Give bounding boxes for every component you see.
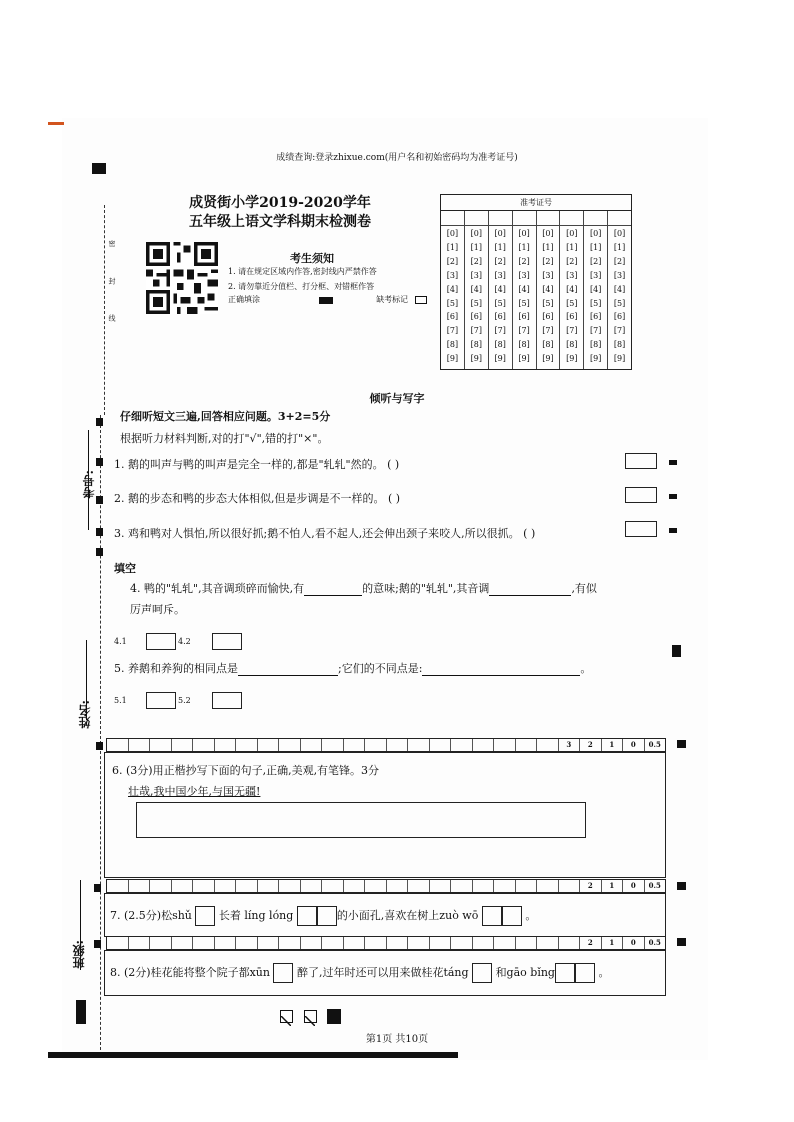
score-grid-cell <box>365 937 387 949</box>
q8-box-1[interactable] <box>273 963 293 983</box>
score-grid-cell <box>172 937 194 949</box>
score-grid-cell <box>301 739 323 751</box>
score-grid-cell <box>150 937 172 949</box>
question-8 <box>110 963 609 983</box>
id-digit-bubble[interactable]: [7] <box>470 326 482 336</box>
score-grid-cell <box>408 739 430 751</box>
id-digit-bubble[interactable]: [6] <box>470 312 482 322</box>
q8-text-b: 醉了,过年时还可以用来做桂花táng <box>296 966 469 979</box>
class-label: 班级: <box>72 940 86 969</box>
score-grid-cell <box>301 880 323 892</box>
q7-box-2[interactable] <box>297 906 317 926</box>
q5-blank-2[interactable] <box>422 664 580 676</box>
score-grid-cell <box>451 739 473 751</box>
id-digit-bubble[interactable]: [8] <box>590 340 602 350</box>
score-bar-q6 <box>106 738 666 752</box>
q3-answer-box[interactable] <box>625 521 657 537</box>
correct-fill-label: 正确填涂 <box>228 295 260 304</box>
id-digit-bubble[interactable]: [9] <box>470 354 482 364</box>
score-grid-cell <box>537 880 559 892</box>
score-grid-cell <box>473 937 495 949</box>
id-digit-bubble[interactable]: [1] <box>446 242 459 252</box>
question-7 <box>110 906 536 926</box>
q7-box-3[interactable] <box>317 906 337 926</box>
id-digit-bubble[interactable]: [6] <box>446 312 459 322</box>
id-digit-bubble[interactable]: [3] <box>494 270 506 280</box>
id-digit-write-cell[interactable] <box>608 211 631 225</box>
candidate-id-write-row <box>441 211 631 226</box>
q8-box-2[interactable] <box>472 963 492 983</box>
fill-heading: 填空 <box>114 562 136 575</box>
score-box-5-1[interactable] <box>146 692 176 709</box>
id-digit-write-cell[interactable] <box>489 211 513 225</box>
id-digit-bubble[interactable]: [2] <box>446 256 459 266</box>
score-grid-cell <box>193 739 215 751</box>
id-digit-bubble[interactable]: [9] <box>494 354 506 364</box>
page-number: 第1页 共10页 <box>365 1034 429 1045</box>
id-digit-write-cell[interactable] <box>560 211 584 225</box>
score-grid-cell <box>473 880 495 892</box>
q6-prompt: 6. (3分)用正楷抄写下面的句子,正确,美观,有笔锋。3分 <box>112 764 380 777</box>
q4-blank-1[interactable] <box>304 584 362 596</box>
correct-fill-sample <box>319 297 333 304</box>
page-mark-slash-icon <box>280 1010 293 1023</box>
id-digit-bubble[interactable]: [1] <box>494 242 506 252</box>
section-title: 倾听与写字 <box>369 392 425 405</box>
id-digit-bubble[interactable]: [5] <box>518 298 530 308</box>
id-digit-bubble[interactable]: [0] <box>446 229 459 238</box>
score-grid-cell <box>494 739 516 751</box>
score-grid-cell <box>322 880 344 892</box>
q4-text-c: ,有似 <box>571 582 597 595</box>
timing-mark <box>92 163 106 174</box>
timing-mark <box>96 742 103 750</box>
id-digit-column <box>608 226 631 369</box>
score-option[interactable]: 2 <box>580 880 602 892</box>
q1-mark <box>669 460 677 465</box>
score-grid-cell <box>279 937 301 949</box>
score-grid-cell <box>537 739 559 751</box>
id-digit-bubble[interactable]: [4] <box>542 284 554 294</box>
candidate-id-bubbles <box>441 226 631 369</box>
id-digit-bubble[interactable]: [1] <box>470 242 482 252</box>
id-digit-bubble[interactable]: [3] <box>590 270 602 280</box>
id-digit-bubble[interactable]: [1] <box>613 242 626 252</box>
score-bar-q7 <box>106 879 666 893</box>
q5-text-c: 。 <box>580 662 592 675</box>
bottom-edge-bar <box>48 1052 458 1058</box>
id-digit-bubble[interactable]: [9] <box>613 354 626 364</box>
id-digit-bubble[interactable]: [5] <box>470 298 482 308</box>
label-5-1: 5.1 <box>114 696 127 705</box>
id-digit-bubble[interactable]: [7] <box>566 326 578 336</box>
score-grid-cell <box>258 880 280 892</box>
score-option[interactable]: 0.5 <box>648 938 661 947</box>
page-mark-slash-icon <box>304 1010 317 1023</box>
score-bar-q8 <box>106 936 666 950</box>
id-digit-bubble[interactable]: [2] <box>613 256 626 266</box>
question-4 <box>130 580 597 596</box>
id-digit-bubble[interactable]: [3] <box>566 270 578 280</box>
score-grid-cell <box>365 739 387 751</box>
q8-box-4[interactable] <box>575 963 595 983</box>
score-grid-cell <box>537 937 559 949</box>
id-digit-bubble[interactable]: [7] <box>590 326 602 336</box>
id-digit-column <box>489 226 513 369</box>
q1-answer-box[interactable] <box>625 453 657 469</box>
q8-text-a: 8. (2分)桂花能将整个院子都xūn <box>110 966 270 979</box>
id-digit-bubble[interactable]: [7] <box>494 326 506 336</box>
score-grid-cell <box>387 880 409 892</box>
q5-text-b: ;它们的不同点是: <box>338 662 423 675</box>
q2-answer-box[interactable] <box>625 487 657 503</box>
listening-instruction: 仔细听短文三遍,回答相应问题。3+2=5分 <box>120 410 331 423</box>
id-digit-bubble[interactable]: [0] <box>590 229 602 238</box>
name-label: 姓名: <box>78 700 92 729</box>
score-box-4-1[interactable] <box>146 633 176 650</box>
score-grid-cell <box>258 937 280 949</box>
id-digit-bubble[interactable]: [2] <box>566 256 578 266</box>
id-digit-write-cell[interactable] <box>584 211 608 225</box>
missing-mark-label: 缺考标记 <box>376 295 409 304</box>
score-box-4-2[interactable] <box>212 633 242 650</box>
candidate-id-title: 准考证号 <box>441 195 631 211</box>
id-digit-bubble[interactable]: [2] <box>518 256 530 266</box>
fill-legend <box>228 294 427 305</box>
q3-mark <box>669 528 677 533</box>
id-digit-bubble[interactable]: [3] <box>518 270 530 280</box>
score-grid-cell <box>451 937 473 949</box>
score-grid-cell <box>193 937 215 949</box>
id-digit-bubble[interactable]: [5] <box>566 298 578 308</box>
id-digit-bubble[interactable]: [4] <box>446 284 459 294</box>
instruction-item: 2. 请勿靠近分值栏、打分框、对错框作答 <box>228 282 375 291</box>
score-query-notice: 成绩查询:登录zhixue.com(用户名和初始密码均为准考证号) <box>276 153 518 163</box>
missing-mark-checkbox[interactable] <box>415 296 427 304</box>
q4-blank-2[interactable] <box>489 584 571 596</box>
id-digit-bubble[interactable]: [1] <box>590 242 602 252</box>
score-grid-cell <box>387 937 409 949</box>
q5-text-a: 5. 养鹅和养狗的相同点是 <box>114 662 238 675</box>
score-grid-cell <box>344 937 366 949</box>
score-option[interactable]: 1 <box>602 937 624 949</box>
score-option[interactable]: 0 <box>623 739 645 751</box>
score-grid-cell <box>365 880 387 892</box>
score-grid-cell <box>473 739 495 751</box>
label-4-2: 4.2 <box>178 637 191 646</box>
score-grid-cell <box>172 880 194 892</box>
id-digit-write-cell[interactable] <box>441 211 465 225</box>
score-grid-cell <box>150 739 172 751</box>
q7-text-b: 长着 líng lóng <box>218 909 294 922</box>
score-grid-cell <box>172 739 194 751</box>
timing-mark <box>677 882 686 890</box>
id-digit-bubble[interactable]: [5] <box>494 298 506 308</box>
id-digit-bubble[interactable]: [8] <box>613 340 626 350</box>
score-option[interactable]: 1 <box>602 880 624 892</box>
id-digit-bubble[interactable]: [9] <box>446 354 459 364</box>
timing-mark <box>96 496 103 504</box>
id-digit-bubble[interactable]: [4] <box>470 284 482 294</box>
id-digit-bubble[interactable]: [5] <box>542 298 554 308</box>
score-grid-cell <box>559 880 581 892</box>
id-digit-bubble[interactable]: [1] <box>566 242 578 252</box>
score-grid-cell <box>193 880 215 892</box>
score-grid-cell <box>129 880 151 892</box>
score-grid-cell <box>516 739 538 751</box>
score-grid-cell <box>258 739 280 751</box>
q8-text-d: 。 <box>598 966 610 979</box>
score-grid-cell <box>430 880 452 892</box>
id-digit-bubble[interactable]: [6] <box>494 312 506 322</box>
q4-text-a: 4. 鸭的"轧轧",其音调琐碎而愉快,有 <box>130 582 305 595</box>
id-digit-bubble[interactable]: [4] <box>590 284 602 294</box>
q2-mark <box>669 494 677 499</box>
score-grid-cell <box>408 880 430 892</box>
score-grid-cell <box>279 880 301 892</box>
score-grid-cell <box>408 937 430 949</box>
id-digit-bubble[interactable]: [6] <box>542 312 554 322</box>
class-line <box>80 880 81 970</box>
id-digit-bubble[interactable]: [7] <box>446 326 459 336</box>
id-digit-bubble[interactable]: [0] <box>470 229 482 238</box>
timing-mark <box>94 884 101 892</box>
q7-text-a: 7. (2.5分)松shǔ <box>110 909 192 922</box>
id-digit-bubble[interactable]: [2] <box>470 256 482 266</box>
id-digit-bubble[interactable]: [4] <box>566 284 578 294</box>
page-mark-solid <box>327 1009 341 1024</box>
id-digit-column <box>465 226 489 369</box>
score-option[interactable]: 0 <box>623 880 645 892</box>
id-digit-column <box>584 226 608 369</box>
score-grid-cell <box>344 880 366 892</box>
score-grid-cell <box>451 880 473 892</box>
id-digit-bubble[interactable]: [8] <box>470 340 482 350</box>
id-digit-column <box>513 226 537 369</box>
candidate-id-grid <box>440 194 632 370</box>
id-digit-bubble[interactable]: [3] <box>613 270 626 280</box>
q6-writing-box[interactable] <box>136 802 586 838</box>
id-digit-column <box>537 226 561 369</box>
id-digit-bubble[interactable]: [7] <box>613 326 626 336</box>
id-digit-bubble[interactable]: [9] <box>590 354 602 364</box>
id-digit-bubble[interactable]: [6] <box>613 312 626 322</box>
q6-sentence: 壮哉,我中国少年,与国无疆! <box>128 785 261 798</box>
score-grid-cell <box>516 880 538 892</box>
id-digit-bubble[interactable]: [7] <box>542 326 554 336</box>
score-grid-cell <box>129 739 151 751</box>
qr-code-icon <box>146 242 218 314</box>
id-digit-bubble[interactable]: [9] <box>566 354 578 364</box>
exam-title: 成贤街小学2019-2020学年 五年级上语文学科期末检测卷 <box>189 195 371 230</box>
id-digit-bubble[interactable]: [4] <box>613 284 626 294</box>
id-digit-bubble[interactable]: [3] <box>542 270 554 280</box>
score-option[interactable]: 0.5 <box>648 881 661 890</box>
seal-line <box>104 205 105 415</box>
id-digit-bubble[interactable]: [5] <box>446 298 459 308</box>
judge-instruction: 根据听力材料判断,对的打"√",错的打"×"。 <box>120 432 329 445</box>
id-digit-bubble[interactable]: [0] <box>542 229 554 238</box>
score-grid-cell <box>387 739 409 751</box>
question-3: 3. 鸡和鸭对人惧怕,所以很好抓;鹅不怕人,看不起人,还会伸出颈子来咬人,所以很抓。 ( ) <box>114 527 536 540</box>
score-grid-cell <box>301 937 323 949</box>
score-grid-cell <box>322 937 344 949</box>
exam-number-label: 考号: <box>82 470 96 499</box>
name-line <box>86 640 87 720</box>
question-1: 1. 鹅的叫声与鸭的叫声是完全一样的,都是"轧轧"然的。 ( ) <box>114 458 400 471</box>
score-option[interactable]: 2 <box>580 739 602 751</box>
score-grid-cell <box>430 739 452 751</box>
question-4-continued: 厉声呵斥。 <box>130 603 185 616</box>
id-digit-write-cell[interactable] <box>537 211 561 225</box>
id-digit-bubble[interactable]: [0] <box>566 229 578 238</box>
score-grid-cell <box>236 880 258 892</box>
id-digit-write-cell[interactable] <box>513 211 537 225</box>
id-digit-bubble[interactable]: [6] <box>566 312 578 322</box>
id-digit-bubble[interactable]: [0] <box>518 229 530 238</box>
q7-box-1[interactable] <box>195 906 215 926</box>
score-grid-cell <box>236 937 258 949</box>
seal-line <box>100 415 101 1055</box>
score-grid-cell <box>107 880 129 892</box>
score-grid-cell <box>150 880 172 892</box>
id-digit-bubble[interactable]: [4] <box>518 284 530 294</box>
score-option[interactable]: 2 <box>580 937 602 949</box>
seal-line-label: 密 封 线 <box>108 240 116 336</box>
q7-box-5[interactable] <box>502 906 522 926</box>
score-grid-cell <box>430 937 452 949</box>
q7-text-c: 的小面孔,喜欢在树上zuò wō <box>336 909 479 922</box>
id-digit-bubble[interactable]: [8] <box>542 340 554 350</box>
label-4-1: 4.1 <box>114 637 127 646</box>
id-digit-bubble[interactable]: [8] <box>446 340 459 350</box>
id-digit-write-cell[interactable] <box>465 211 489 225</box>
q7-text-d: 。 <box>525 909 537 922</box>
score-grid-cell <box>107 937 129 949</box>
question-2: 2. 鹅的步态和鸭的步态大体相似,但是步调是不一样的。 ( ) <box>114 492 401 505</box>
id-digit-bubble[interactable]: [8] <box>494 340 506 350</box>
score-grid-cell <box>215 937 237 949</box>
question-5 <box>114 660 591 676</box>
id-digit-bubble[interactable]: [9] <box>542 354 554 364</box>
q4-text-b: 的意味;鹅的"轧轧",其音调 <box>362 582 490 595</box>
timing-mark <box>677 938 686 946</box>
id-digit-bubble[interactable]: [8] <box>566 340 578 350</box>
timing-mark <box>677 740 686 748</box>
id-digit-bubble[interactable]: [8] <box>518 340 530 350</box>
id-digit-bubble[interactable]: [2] <box>494 256 506 266</box>
id-digit-bubble[interactable]: [9] <box>518 354 530 364</box>
id-digit-bubble[interactable]: [7] <box>518 326 530 336</box>
id-digit-bubble[interactable]: [3] <box>470 270 482 280</box>
id-digit-bubble[interactable]: [4] <box>494 284 506 294</box>
exam-number-line <box>88 430 89 530</box>
timing-mark <box>76 1000 86 1024</box>
label-5-2: 5.2 <box>178 696 191 705</box>
id-digit-bubble[interactable]: [6] <box>590 312 602 322</box>
score-grid-cell <box>322 739 344 751</box>
score-grid-cell <box>236 739 258 751</box>
q7-box-4[interactable] <box>482 906 502 926</box>
id-digit-column <box>441 226 465 369</box>
instruction-item: 1. 请在规定区域内作答,密封线内严禁作答 <box>228 267 377 276</box>
timing-mark <box>96 548 103 556</box>
score-option[interactable]: 0 <box>623 937 645 949</box>
score-grid-cell <box>215 739 237 751</box>
q5-blank-1[interactable] <box>238 664 338 676</box>
score-grid-cell <box>516 937 538 949</box>
timing-mark <box>96 418 103 426</box>
id-digit-bubble[interactable]: [2] <box>542 256 554 266</box>
score-grid-cell <box>494 880 516 892</box>
score-grid-cell <box>559 937 581 949</box>
id-digit-bubble[interactable]: [0] <box>494 229 506 238</box>
orange-corner-mark <box>48 122 64 125</box>
timing-mark <box>94 940 101 948</box>
score-box-5-2[interactable] <box>212 692 242 709</box>
timing-mark <box>96 458 103 466</box>
score-option[interactable]: 0.5 <box>648 740 661 749</box>
id-digit-bubble[interactable]: [0] <box>613 229 626 238</box>
id-digit-bubble[interactable]: [1] <box>542 242 554 252</box>
score-grid-cell <box>215 880 237 892</box>
timing-mark <box>672 645 681 657</box>
score-grid-cell <box>344 739 366 751</box>
score-option[interactable]: 3 <box>559 739 581 751</box>
q8-box-3[interactable] <box>555 963 575 983</box>
id-digit-bubble[interactable]: [5] <box>590 298 602 308</box>
instructions-heading: 考生须知 <box>290 252 334 265</box>
id-digit-column <box>560 226 584 369</box>
id-digit-bubble[interactable]: [1] <box>518 242 530 252</box>
id-digit-bubble[interactable]: [5] <box>613 298 626 308</box>
id-digit-bubble[interactable]: [6] <box>518 312 530 322</box>
timing-mark <box>96 528 103 536</box>
q8-text-c: 和gāo bǐng <box>495 966 555 979</box>
score-grid-cell <box>107 739 129 751</box>
score-grid-cell <box>494 937 516 949</box>
score-grid-cell <box>129 937 151 949</box>
score-grid-cell <box>279 739 301 751</box>
score-option[interactable]: 1 <box>602 739 624 751</box>
id-digit-bubble[interactable]: [2] <box>590 256 602 266</box>
id-digit-bubble[interactable]: [3] <box>446 270 459 280</box>
